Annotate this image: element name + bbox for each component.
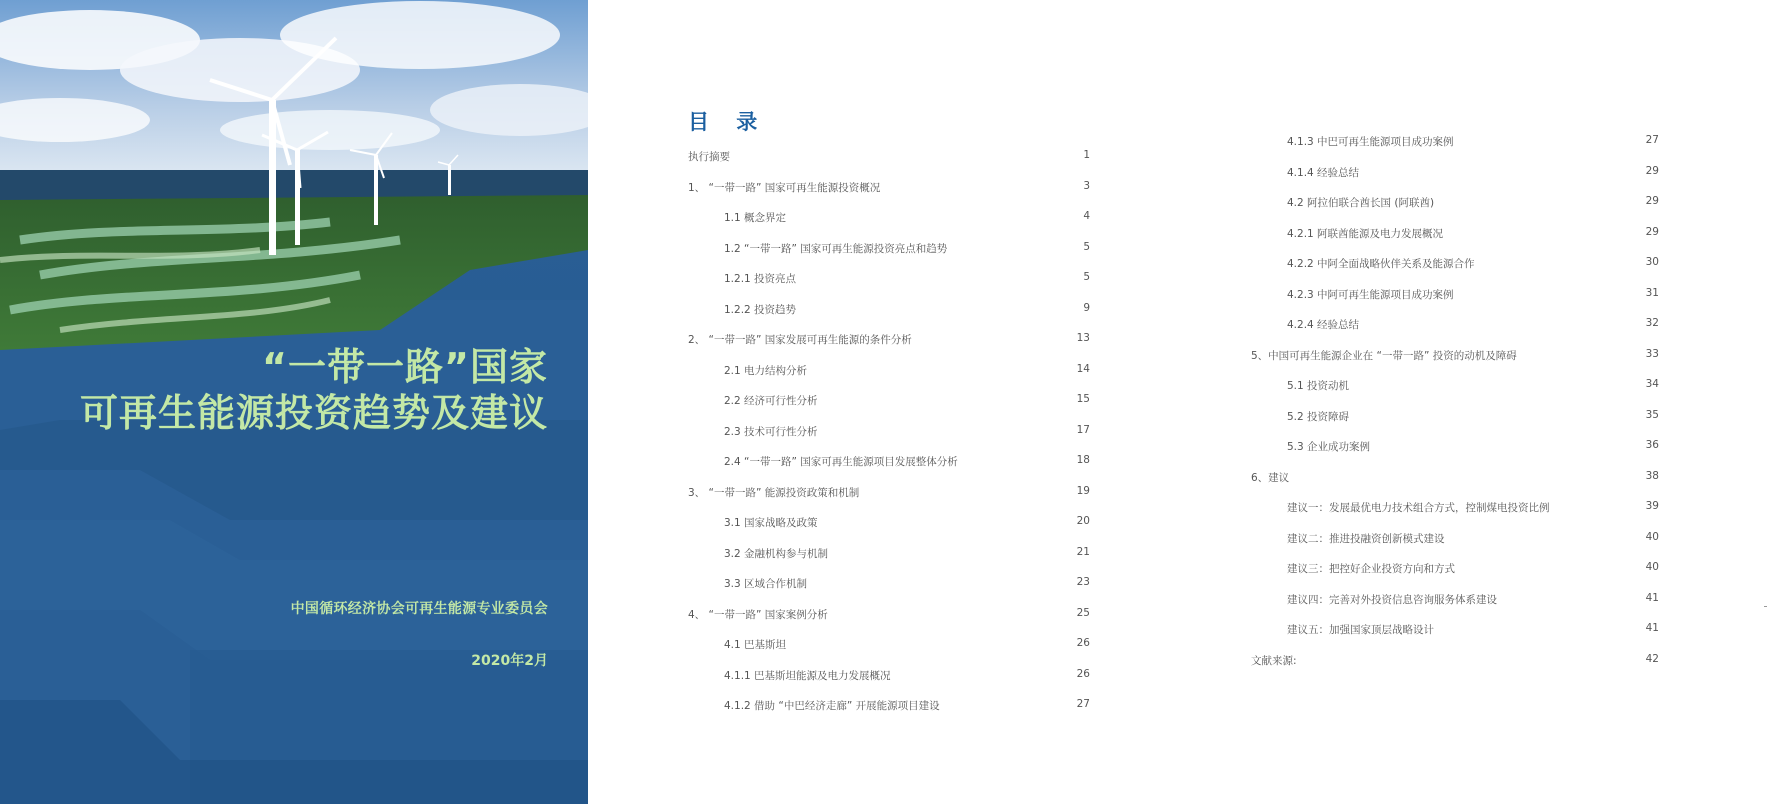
toc-entry-title: 4.2.4 经验总结: [1287, 319, 1360, 331]
toc-entry-title: 5.2 投资障碍: [1287, 410, 1350, 423]
toc-entry-title: 6、建议: [1251, 471, 1290, 484]
toc-entry[interactable]: [1251, 256, 1659, 287]
toc-entry-page-number: 5: [1083, 271, 1090, 283]
toc-entry-page-number: 33: [1645, 347, 1659, 360]
wind-farm-photo: [0, 0, 588, 360]
toc-entry[interactable]: [688, 424, 1090, 455]
toc-entry-title: 4.2.3 中阿可再生能源项目成功案例: [1287, 288, 1454, 301]
report-title-line-1: “一带一路”国家: [262, 345, 548, 389]
toc-entry-title: 1、 “一带一路” 国家可再生能源投资概况: [688, 181, 881, 194]
publisher-organization: 中国循环经济协会可再生能源专业委员会: [290, 601, 548, 617]
toc-entry-title: 3.2 金融机构参与机制: [724, 547, 829, 560]
report-title: [80, 344, 548, 436]
toc-entry[interactable]: [688, 576, 1090, 607]
toc-right-column: [1251, 134, 1659, 683]
toc-entry[interactable]: [1251, 622, 1659, 653]
toc-entry-page-number: 18: [1076, 454, 1090, 466]
toc-entry[interactable]: [1251, 531, 1659, 562]
toc-entry[interactable]: [1251, 287, 1659, 318]
toc-heading: 目 录: [688, 110, 768, 134]
toc-entry[interactable]: [1251, 500, 1659, 531]
toc-entry[interactable]: [688, 698, 1090, 729]
toc-entry-page-number: 29: [1645, 164, 1659, 177]
toc-entry[interactable]: [688, 302, 1090, 333]
toc-entry-page-number: 30: [1645, 256, 1659, 268]
toc-entry-title: 3.1 国家战略及政策: [724, 517, 818, 529]
toc-entry[interactable]: [1251, 592, 1659, 623]
toc-entry-title: 4.1 巴基斯坦: [724, 639, 787, 651]
toc-entry-page-number: 3: [1083, 179, 1090, 192]
toc-entry-title: 2.1 电力结构分析: [724, 364, 808, 377]
toc-entry-page-number: 26: [1076, 667, 1090, 680]
toc-entry-title: 1.2.2 投资趋势: [724, 303, 797, 316]
toc-entry-title: 5.1 投资动机: [1287, 380, 1350, 392]
toc-entry-title: 建议一：发展最优电力技术组合方式，控制煤电投资比例: [1287, 502, 1550, 514]
publication-date: 2020年2月: [471, 653, 548, 669]
toc-entry[interactable]: [688, 515, 1090, 546]
toc-entry-page-number: 4: [1083, 210, 1090, 222]
toc-entry-title: 4、 “一带一路” 国家案例分析: [688, 608, 828, 621]
toc-entry-title: 2、 “一带一路” 国家发展可再生能源的条件分析: [688, 334, 912, 346]
toc-entry[interactable]: [688, 332, 1090, 363]
toc-entry[interactable]: [688, 363, 1090, 394]
toc-entry-page-number: 41: [1645, 591, 1659, 604]
toc-entry-title: 4.1.3 中巴可再生能源项目成功案例: [1287, 136, 1454, 148]
toc-entry-page-number: 38: [1645, 469, 1659, 482]
toc-entry-page-number: 21: [1076, 545, 1090, 558]
toc-entry-page-number: 27: [1645, 134, 1659, 146]
report-title-line-2: 可再生能源投资趋势及建议: [79, 391, 548, 435]
toc-entry-page-number: 14: [1076, 362, 1090, 375]
toc-entry-page-number: 31: [1645, 286, 1659, 299]
toc-entry[interactable]: [688, 546, 1090, 577]
toc-entry-title: 3.3 区域合作机制: [724, 578, 808, 590]
toc-entry-title: 4.2.2 中阿全面战略伙伴关系及能源合作: [1287, 258, 1475, 270]
toc-entry[interactable]: [1251, 470, 1659, 501]
toc-entry-page-number: 23: [1076, 576, 1090, 588]
toc-entry-title: 1.2.1 投资亮点: [724, 273, 797, 285]
toc-entry-title: 建议五：加强国家顶层战略设计: [1287, 624, 1434, 636]
toc-entry-title: 2.2 经济可行性分析: [724, 395, 818, 407]
toc-entry[interactable]: [688, 668, 1090, 699]
toc-entry[interactable]: [1251, 134, 1659, 165]
toc-entry-page-number: 32: [1645, 317, 1659, 329]
toc-entry-title: 4.1.1 巴基斯坦能源及电力发展概况: [724, 669, 891, 682]
toc-entry[interactable]: [1251, 439, 1659, 470]
toc-entry-page-number: 25: [1076, 606, 1090, 619]
toc-entry-title: 1.1 概念界定: [724, 212, 787, 224]
toc-entry[interactable]: [688, 393, 1090, 424]
toc-entry[interactable]: [1251, 348, 1659, 379]
toc-entry-title: 2.4 “一带一路” 国家可再生能源项目发展整体分析: [724, 456, 958, 468]
toc-entry-page-number: 40: [1645, 530, 1659, 543]
toc-entry[interactable]: [688, 485, 1090, 516]
toc-entry-page-number: 40: [1645, 561, 1659, 573]
toc-entry-page-number: 36: [1645, 439, 1659, 451]
toc-entry[interactable]: [1251, 409, 1659, 440]
toc-entry-page-number: 9: [1083, 301, 1090, 314]
toc-entry-page-number: 35: [1645, 408, 1659, 421]
toc-entry-page-number: 1: [1083, 149, 1090, 161]
toc-entry-title: 建议二：推进投融资创新模式建设: [1287, 532, 1445, 545]
toc-entry[interactable]: [1251, 195, 1659, 226]
toc-entry-title: 建议四：完善对外投资信息咨询服务体系建设: [1287, 593, 1497, 606]
toc-entry-title: 建议三：把控好企业投资方向和方式: [1287, 563, 1455, 575]
toc-entry[interactable]: [688, 271, 1090, 302]
toc-entry-title: 5.3 企业成功案例: [1287, 441, 1371, 453]
toc-entry-title: 4.2.1 阿联酋能源及电力发展概况: [1287, 227, 1444, 240]
toc-entry[interactable]: [688, 210, 1090, 241]
toc-entry[interactable]: [1251, 165, 1659, 196]
toc-entry[interactable]: [688, 607, 1090, 638]
toc-entry[interactable]: [1251, 653, 1659, 684]
toc-left-column: [688, 149, 1090, 729]
toc-entry-page-number: 34: [1645, 378, 1659, 390]
toc-entry-title: 2.3 技术可行性分析: [724, 425, 818, 438]
toc-entry-page-number: 41: [1645, 622, 1659, 634]
toc-entry-page-number: 27: [1076, 698, 1090, 710]
toc-entry-page-number: 42: [1645, 652, 1659, 665]
toc-entry-title: 1.2 “一带一路” 国家可再生能源投资亮点和趋势: [724, 242, 948, 255]
toc-entry-page-number: 20: [1076, 515, 1090, 527]
toc-entry-title: 3、 “一带一路” 能源投资政策和机制: [688, 486, 860, 499]
toc-entry-title: 文献来源:: [1251, 654, 1297, 667]
toc-entry[interactable]: [688, 180, 1090, 211]
toc-entry-page-number: 39: [1645, 500, 1659, 512]
toc-entry[interactable]: [1251, 378, 1659, 409]
toc-entry-title: 执行摘要: [688, 151, 730, 163]
toc-entry-title: 4.1.4 经验总结: [1287, 166, 1360, 179]
toc-entry-title: 4.1.2 借助 “中巴经济走廊” 开展能源项目建设: [724, 700, 940, 712]
toc-entry[interactable]: [688, 454, 1090, 485]
toc-entry-title: 4.2 阿拉伯联合酋长国 (阿联酋): [1287, 197, 1435, 209]
toc-entry-page-number: 26: [1076, 637, 1090, 649]
toc-entry[interactable]: [688, 241, 1090, 272]
toc-entry[interactable]: [1251, 317, 1659, 348]
toc-entry-page-number: 17: [1076, 423, 1090, 436]
toc-entry-page-number: 19: [1076, 484, 1090, 497]
toc-entry[interactable]: [688, 637, 1090, 668]
toc-entry-page-number: 5: [1083, 240, 1090, 253]
toc-entry-title: 5、中国可再生能源企业在 “一带一路” 投资的动机及障碍: [1251, 349, 1517, 362]
toc-entry[interactable]: [1251, 226, 1659, 257]
report-cover: [0, 0, 588, 804]
toc-entry-page-number: 15: [1076, 393, 1090, 405]
toc-entry[interactable]: [1251, 561, 1659, 592]
toc-entry-page-number: 29: [1645, 225, 1659, 238]
toc-entry-page-number: 29: [1645, 195, 1659, 207]
toc-entry[interactable]: [688, 149, 1090, 180]
toc-entry-page-number: 13: [1076, 332, 1090, 344]
